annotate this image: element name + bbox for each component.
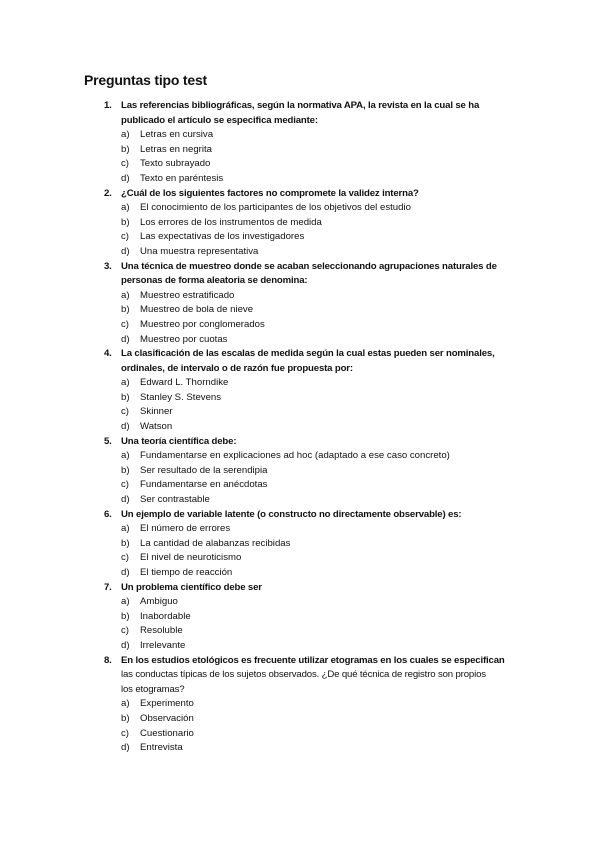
option-text: El tiempo de reacción	[140, 567, 233, 578]
question-number: 1.	[104, 100, 112, 111]
answer-option	[104, 391, 504, 406]
option-text: La cantidad de alabanzas recibidas	[140, 537, 291, 549]
question-text-line	[104, 187, 504, 202]
question-number: 3.	[104, 260, 112, 272]
option-letter: c)	[121, 406, 129, 418]
option-text: Edward L. Thorndike	[140, 377, 229, 389]
option-text: El número de errores	[140, 523, 231, 535]
question-item	[104, 99, 504, 187]
answer-option	[104, 537, 504, 552]
question-text: ordinales, de intervalo o de razón fue propuesta por:	[121, 362, 353, 374]
answer-option	[104, 157, 504, 172]
answer-option	[104, 376, 504, 391]
answer-option	[104, 551, 504, 566]
answer-option	[104, 741, 504, 756]
question-text: los etogramas?	[121, 683, 185, 695]
option-letter: b)	[121, 712, 130, 724]
option-text: Ambiguo	[140, 596, 178, 608]
question-text-line	[104, 435, 504, 450]
option-letter: b)	[121, 610, 130, 622]
question-text-line	[104, 508, 504, 523]
question-text-line	[104, 274, 504, 289]
option-letter: c)	[121, 231, 129, 243]
answer-option	[104, 318, 504, 333]
question-text-line	[104, 114, 504, 129]
answer-option	[104, 449, 504, 464]
question-text: La clasificación de las escalas de medida según la cual estas pueden ser nominales,	[121, 348, 495, 360]
option-text: Letras en negrita	[140, 143, 212, 155]
option-text: Muestreo por conglomerados	[140, 318, 265, 330]
option-letter: d)	[121, 333, 130, 345]
option-text: Las expectativas de los investigadores	[140, 231, 305, 243]
question-text: las conductas típicas de los sujetos observados. ¿De qué técnica de registro son propios	[121, 669, 486, 681]
answer-option	[104, 595, 504, 610]
question-text-line	[104, 654, 504, 669]
option-text: Observación	[140, 712, 194, 724]
option-letter: a)	[121, 129, 130, 141]
option-letter: c)	[121, 625, 129, 637]
question-item	[104, 260, 504, 348]
option-letter: d)	[121, 494, 130, 506]
question-text-line	[104, 99, 504, 114]
option-text: Entrevista	[140, 742, 183, 754]
option-letter: d)	[121, 742, 130, 754]
option-letter: a)	[121, 523, 130, 535]
option-text: Inabordable	[140, 610, 191, 622]
option-letter: a)	[121, 289, 130, 301]
question-number: 5.	[104, 435, 112, 447]
option-letter: d)	[121, 567, 130, 578]
option-text: Watson	[140, 421, 173, 433]
answer-option	[104, 405, 504, 420]
option-letter: b)	[121, 537, 130, 549]
question-text: Un problema científico debe ser	[121, 581, 262, 593]
question-number: 2.	[104, 187, 112, 199]
answer-option	[104, 216, 504, 231]
option-text: Texto subrayado	[140, 158, 211, 170]
option-letter: b)	[121, 464, 130, 476]
question-text-line	[104, 683, 504, 698]
question-item	[104, 347, 504, 435]
answer-option	[104, 201, 504, 216]
option-text: Skinner	[140, 406, 173, 418]
question-text-line	[104, 347, 504, 362]
option-text: Resoluble	[140, 625, 183, 637]
option-text: Ser contrastable	[140, 494, 210, 506]
question-number: 6.	[104, 508, 112, 520]
question-text-line	[104, 581, 504, 596]
option-letter: c)	[121, 727, 129, 739]
option-text: Muestreo estratificado	[140, 289, 235, 301]
answer-option	[104, 464, 504, 479]
question-text: Una teoría científica debe:	[121, 435, 237, 447]
answer-option	[104, 639, 504, 654]
option-letter: c)	[121, 552, 129, 564]
option-letter: d)	[121, 245, 130, 257]
question-item	[104, 654, 504, 756]
answer-option	[104, 420, 504, 435]
answer-option	[104, 493, 504, 508]
answer-option	[104, 333, 504, 348]
option-text: Fundamentarse en anécdotas	[140, 479, 268, 491]
question-item	[104, 187, 504, 260]
answer-option	[104, 289, 504, 304]
answer-option	[104, 566, 504, 581]
answer-option	[104, 727, 504, 742]
option-text: El conocimiento de los participantes de los objetivos del estudio	[140, 202, 411, 214]
option-text: Letras en cursiva	[140, 129, 214, 141]
question-text: Un ejemplo de variable latente (o constructo no directamente observable) es:	[121, 508, 462, 520]
answer-option	[104, 697, 504, 712]
page-title: Preguntas tipo test	[84, 72, 207, 88]
answer-option	[104, 624, 504, 639]
answer-option	[104, 230, 504, 245]
option-letter: c)	[121, 158, 129, 170]
question-number: 7.	[104, 581, 112, 593]
option-text: Una muestra representativa	[140, 245, 259, 257]
option-text: Irrelevante	[140, 639, 186, 651]
question-text: Una técnica de muestreo donde se acaban seleccionando agrupaciones naturales de	[121, 260, 497, 272]
answer-option	[104, 478, 504, 493]
option-letter: a)	[121, 698, 130, 710]
option-text: Los errores de los instrumentos de medida	[140, 216, 322, 228]
question-item	[104, 581, 504, 654]
option-text: Cuestionario	[140, 727, 194, 739]
option-letter: a)	[121, 377, 130, 389]
option-text: Muestreo por cuotas	[140, 333, 228, 345]
question-text-line	[104, 362, 504, 377]
answer-option	[104, 143, 504, 158]
question-number: 4.	[104, 348, 112, 360]
answer-option	[104, 303, 504, 318]
option-text: El nivel de neuroticismo	[140, 552, 242, 564]
option-letter: d)	[121, 172, 130, 184]
question-text: publicado el artículo se especifica mediante:	[121, 114, 318, 126]
question-text: En los estudios etológicos es frecuente utilizar etogramas en los cuales se especifican	[121, 654, 505, 666]
option-text: Fundamentarse en explicaciones ad hoc (adaptado a ese caso concreto)	[140, 450, 450, 462]
option-text: Muestreo de bola de nieve	[140, 304, 254, 316]
question-text: ¿Cuál de los siguientes factores no compromete la validez interna?	[121, 187, 419, 199]
option-text: Stanley S. Stevens	[140, 391, 222, 403]
question-item	[104, 435, 504, 508]
answer-option	[104, 245, 504, 260]
answer-option	[104, 172, 504, 187]
option-letter: a)	[121, 596, 130, 608]
question-list	[104, 99, 504, 756]
option-letter: d)	[121, 639, 130, 651]
option-letter: c)	[121, 318, 129, 330]
option-letter: b)	[121, 391, 130, 403]
option-letter: c)	[121, 479, 129, 491]
option-letter: b)	[121, 304, 130, 316]
question-text: Las referencias bibliográficas, según la normativa APA, la revista en la cual se ha	[121, 100, 480, 111]
option-letter: d)	[121, 421, 130, 433]
option-letter: b)	[121, 143, 130, 155]
question-item	[104, 508, 504, 581]
option-text: Texto en paréntesis	[140, 172, 224, 184]
answer-option	[104, 128, 504, 143]
option-text: Experimento	[140, 698, 194, 710]
option-letter: b)	[121, 216, 130, 228]
answer-option	[104, 712, 504, 727]
question-text-line	[104, 260, 504, 275]
option-letter: a)	[121, 202, 130, 214]
question-number: 8.	[104, 654, 112, 666]
option-letter: a)	[121, 450, 130, 462]
answer-option	[104, 522, 504, 537]
question-text: personas de forma aleatoria se denomina:	[121, 275, 308, 287]
option-text: Ser resultado de la serendipia	[140, 464, 268, 476]
question-text-line	[104, 668, 504, 683]
answer-option	[104, 610, 504, 625]
